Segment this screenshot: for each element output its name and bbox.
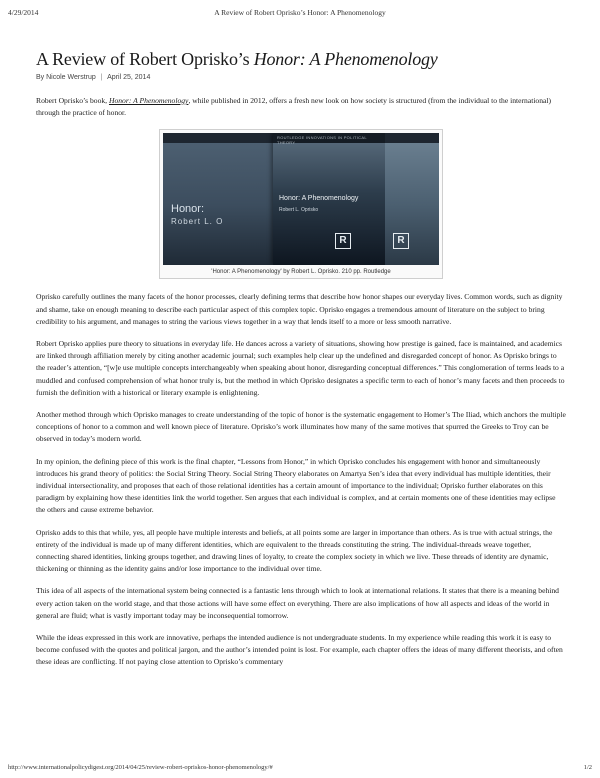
body-paragraph: This idea of all aspects of the international system being connected is a fantastic lens through which to look at international relations. It states that there is a meaning behind every action taken on the world stage, and that those actions will have some effect on everything. There are also implications of how all aspects and ideas of the world in general are fluid; what is vastly important today may be inconsequential tomorrow. [36, 586, 559, 620]
figure-caption: 'Honor: A Phenomenology' by Robert L. Oprisko. 210 pp. Routledge [211, 269, 391, 276]
print-url: http://www.internationalpolicydigest.org/2014/04/25/review-robert-opriskos-honor-phenomenology/# [8, 764, 273, 771]
body-paragraph: Another method through which Oprisko manages to create understanding of the topic of honor is the systematic engagement to Homer’s The Iliad, which anchors the multiple conceptions of honor to a common and well known piece of literature. Oprisko’s work illuminates how many of the same motives that spurred the Greeks to Troy can be observed in today’s modern world. [36, 410, 566, 444]
author-link[interactable]: Nicole Werstrup [46, 74, 96, 81]
print-date: 4/29/2014 [8, 8, 39, 17]
left-cover-author: Robert L. O [171, 217, 224, 227]
intro-paragraph [36, 95, 566, 119]
left-cover [163, 133, 273, 265]
publish-date: April 25, 2014 [107, 74, 151, 81]
body-paragraph: Robert Oprisko applies pure theory to situations in everyday life. He dances across a variety of situations, showing how prestige is gained, face is maintained, and academics are linked through affiliation merely by citing another academic journal; such examples help clear up the undefined and disregarded concept of honor. As Oprisko brings to the reader’s attention, “[w]e use multiple concepts interchangeably when speaking about honor, disregarding conceptual differences.” This conglomeration of terms leads to a muddled and confused comprehension of what honor truly is, but the method in which Oprisko designates a specific term to each of honor’s many facets and then proceeds to furnish the definition with a historical or literary example is enlightening. [36, 339, 565, 397]
byline-prefix: By [36, 74, 45, 81]
article [36, 48, 566, 679]
routledge-logo-icon: R [393, 233, 409, 249]
byline [36, 74, 566, 81]
article-title [36, 48, 566, 70]
body-paragraph: Oprisko carefully outlines the many facets of the honor processes, clearly defining terms that describe how honor shapes our everyday lives. Common words, such as dignity and shame, take on enough meaning to describe each particular aspect of this complex topic. Oprisko engages a tremendous amount of literature on the subject to bring credibility to his argument, and manages to string the various views together in a way that lends itself to a more or less smooth narrative. [36, 292, 563, 326]
print-header [8, 8, 592, 20]
right-cover [385, 133, 439, 265]
page-number: 1/2 [583, 764, 592, 771]
cover-title: Honor: A Phenomenology [279, 195, 359, 203]
body-paragraph: In my opinion, the defining piece of this work is the final chapter, “Lessons from Honor,” in which Oprisko concludes his engagement with honor and simultaneously introduces his grand theory of politics: the Social String Theory. Social String Theory elaborates on Amartya Sen’s idea that every individual has multiple identities, their individual intersectionality, and proposes that each of those relational identities has a certain amount of importance to the individual; Oprisko further elaborates on this paradigm by explaining how these identities link the world together. Sen argues that each individual is complex, and at certain moments one of these identities may eclipse the others and cause extreme behavior. [36, 456, 556, 515]
body-paragraph: While the ideas expressed in this work are innovative, perhaps the intended audience is not undergraduate students. In my experience while reading this work it is easy to become confused with the quotes and political jargon, and the author’s intended point is lost. For example, each chapter offers the ideas of many different theorists, and often these ideas are conflicting. If not paying close attention to Oprisko’s commentary [36, 633, 563, 667]
series-label: ROUTLEDGE INNOVATIONS IN POLITICAL THEORY [277, 135, 367, 146]
title-book-name: Honor: A Phenomenology [253, 49, 438, 69]
book-cover-figure [159, 129, 443, 279]
routledge-logo-icon: R [335, 233, 351, 249]
left-cover-title: Honor: [171, 203, 205, 216]
print-page-title: A Review of Robert Oprisko’s Honor: A Phenomenology [214, 8, 386, 17]
book-link[interactable]: Honor: A Phenomenology [108, 96, 189, 105]
intro-text: Robert Oprisko’s book, [36, 96, 109, 105]
center-cover [273, 133, 385, 265]
book-cover-image [163, 133, 439, 265]
title-text: A Review of Robert Oprisko’s [36, 49, 254, 69]
cover-author: Robert L. Oprisko [279, 207, 319, 214]
cover-strip [163, 133, 273, 143]
cover-strip [385, 133, 439, 143]
byline-separator: | [100, 74, 103, 81]
body-paragraph: Oprisko adds to this that while, yes, all people have multiple interests and beliefs, at all points some are larger in importance than others. As is true with actual strings, the entirety of the individual is made up of many different identities, which are equivalent to the threads constituting the string. The individual-threads weave together, connecting shared identities, linking groups together, and drawing lines of loyalty, to create the complex society in which we live. These threads of identity are dynamic, thickening or thinning as the identity gains and/or lose importance to the individual over time. [36, 527, 553, 574]
intro-text-rest: , while published in 2012, offers a fresh new look on how society is structured (from the individual to the international) through the practice of honor. [36, 96, 552, 118]
